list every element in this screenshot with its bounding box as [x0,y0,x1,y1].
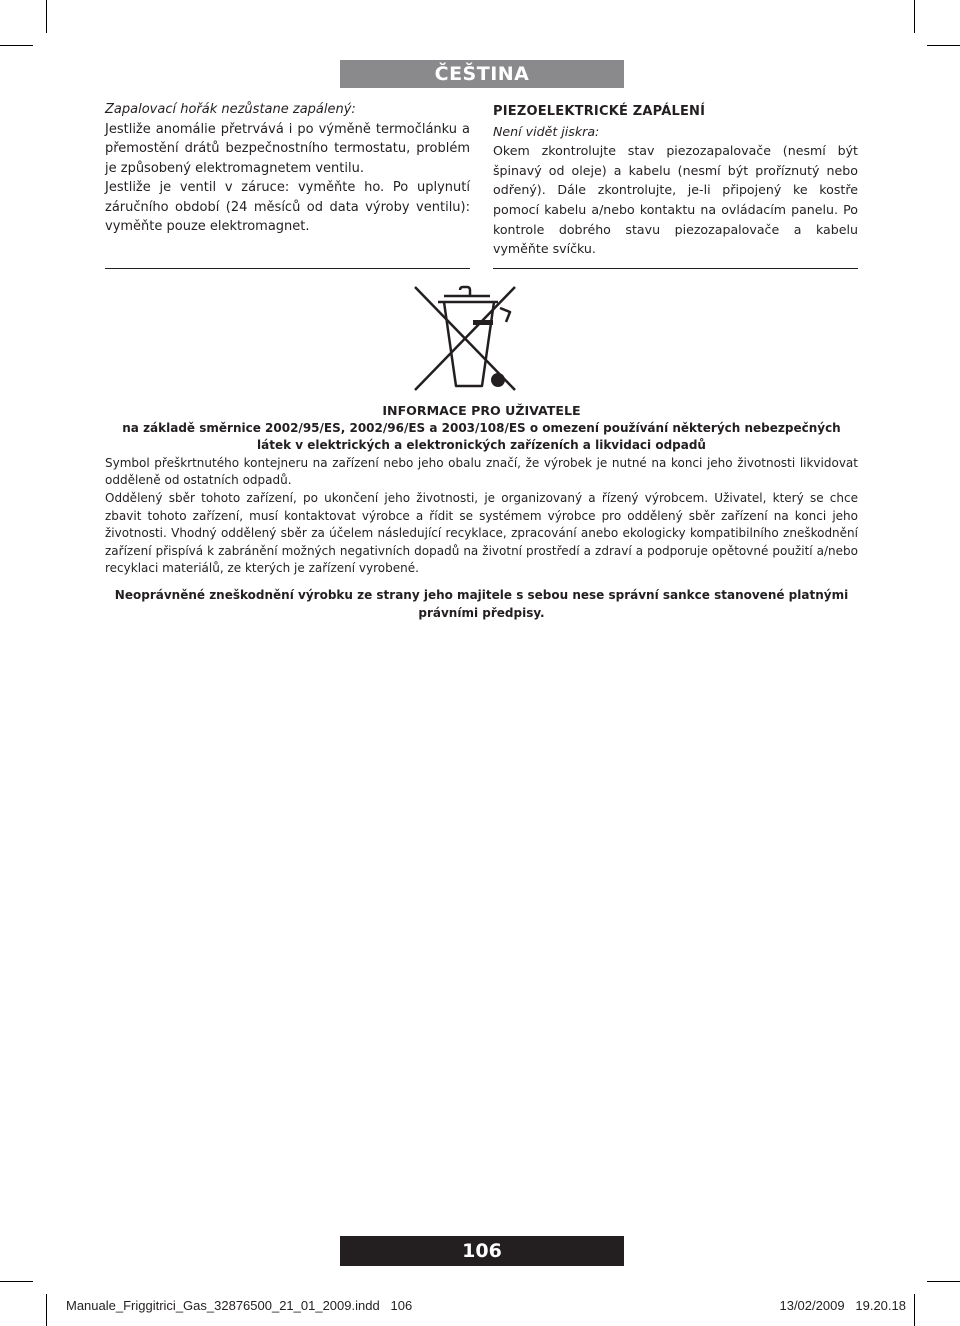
footer-date: 13/02/2009 19.20.18 [779,1298,906,1313]
right-column [493,102,858,259]
left-column [105,100,470,237]
crop-mark-bl-h [0,1281,33,1282]
page-number: 106 [340,1236,624,1266]
info-title: INFORMACE PRO UŽIVATELE [382,403,581,418]
language-header: ČEŠTINA [340,60,624,88]
crop-mark-tr-h [927,45,960,46]
crossed-out-wheeled-bin-icon [410,282,520,394]
info-subtitle: na základě směrnice 2002/95/ES, 2002/96/ES a 2003/108/ES o omezení používání některých nebezpečných látek v elektrických a elektronických zařízeních a likvidaci odpadů [122,420,841,453]
crop-mark-bl-v [46,1294,47,1326]
footer-file-name: Manuale_Friggitrici_Gas_32876500_21_01_2009.indd 106 [66,1298,413,1313]
info-paragraph-1: Symbol přeškrtnutého kontejneru na zařízení nebo jeho obalu značí, že výrobek je nutné na konci jeho životnosti likvidovat odděleně od ostatních odpadů. [105,455,858,488]
crop-mark-tl-h [0,45,33,46]
pilot-burner-heading: Zapalovací hořák nezůstane zapálený: [105,102,356,117]
piezo-subheading: Není vidět jiskra: [493,123,600,139]
info-paragraph-2: Oddělený sběr tohoto zařízení, po ukončení jeho životnosti, je organizovaný a řízený výrobcem. Uživatel, který se chce zbavit tohoto zařízení, musí kontaktovat výrobce a řídit se systémem výrobce pro oddělený sběr zařízení na konci jeho životnosti. Vhodný oddělený sběr za účelem následující recyklace, zpracování anebo ekologicky kompatibilního zneškodnění zařízení přispívá k zabránění možných negativních dopadů na životní prostředí a zdraví a podporuje opětovné použití a/nebo recyklaci materiálů, ze kterých je zařízení vyrobené. [105,490,858,576]
crop-mark-tr-v [914,0,915,33]
user-information-block [105,402,858,622]
left-paragraph-2: Jestliže je ventil v záruce: vyměňte ho. Po uplynutí záručního období (24 měsíců od data výroby ventilu): vyměňte pouze elektromagnet. [105,180,470,234]
crop-mark-br-v [914,1294,915,1326]
piezo-heading: PIEZOELEKTRICKÉ ZAPÁLENÍ [493,104,706,119]
right-divider [493,268,858,269]
left-paragraph-1: Jestliže anomálie přetrvává i po výměně termočlánku a přemostění drátů bezpečnostního termostatu, problém je způsobený elektromagnetem ventilu. [105,121,470,176]
crop-mark-tl-v [46,0,47,33]
piezo-body: Okem zkontrolujte stav piezozapalovače (nesmí být špinavý od oleje) a kabelu (nesmí být proříznutý nebo odřený). Dále zkontrolujte, je-li připojený ke kostře pomocí kabelu a/nebo kontaktu na ovládacím panelu. Po kontrole dobrého stavu piezozapalovače a kabelu vyměňte svíčku. [493,143,858,257]
info-closing: Neoprávněné zneškodnění výrobku ze strany jeho majitele s sebou nese správní sankce stanovené platnými právními předpisy. [114,587,849,620]
left-divider [105,268,470,269]
crop-mark-br-h [927,1281,960,1282]
